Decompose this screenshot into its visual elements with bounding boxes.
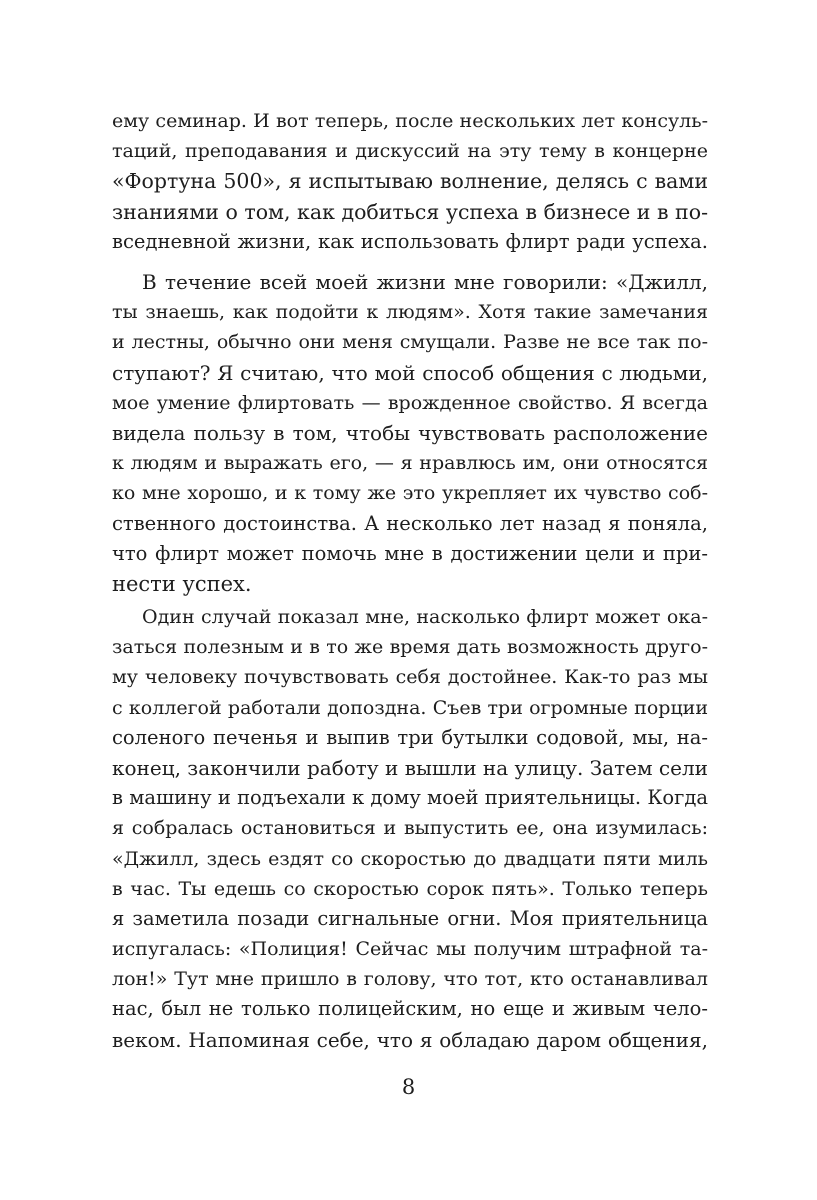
text-line: в час. Ты едешь со скоростью сорок пять». Только теперь xyxy=(112,877,708,900)
text-line: что флирт может помочь мне в достижении цели и при- xyxy=(112,541,708,565)
text-line: лон!» Тут мне пришло в голову, что тот, кто останавливал xyxy=(112,968,708,991)
text-line: к людям и выражать его, — я нравлюсь им, они относятся xyxy=(112,452,708,475)
page-number: 8 xyxy=(401,1075,416,1099)
text-line: нас, был не только полицейским, но еще и живым чело- xyxy=(112,997,708,1021)
text-line: ко мне хорошо, и к тому же это укрепляет их чувство соб- xyxy=(112,482,708,505)
text-line: я заметила позади сигнальные огни. Моя приятельница xyxy=(112,906,708,930)
text-line: видела пользу в том, чтобы чувствовать расположение xyxy=(112,420,708,445)
text-line: ступают? Я считаю, что мой способ общения с людьми, xyxy=(112,360,708,385)
text-line: испугалась: «Полиция! Сейчас мы получим штрафной та- xyxy=(112,938,708,961)
paragraph-1 xyxy=(112,106,708,257)
text-line: таций, преподавания и дискуссий на эту тему в концерне xyxy=(112,140,708,163)
text-line: ему семинар. И вот теперь, после нескольких лет консуль- xyxy=(112,110,708,132)
text-line: му человеку почувствовать себя достойнее. Как-то раз мы xyxy=(112,666,708,689)
text-line: ты знаешь, как подойти к людям». Хотя такие замечания xyxy=(112,301,708,324)
text-line: знаниями о том, как добиться успеха в бизнесе и в по- xyxy=(112,199,708,224)
text-line: В течение всей моей жизни мне говорили: «Джилл, xyxy=(142,270,708,294)
paragraph-2 xyxy=(112,267,708,599)
text-line: заться полезным и в то же время дать возможность друго- xyxy=(112,636,708,659)
text-line: мое умение флиртовать — врожденное свойство. Я всегда xyxy=(112,391,708,414)
text-line: соленого печенья и выпив три бутылки содовой, мы, на- xyxy=(112,725,708,749)
text-line: конец, закончили работу и вышли на улицу. Затем сели xyxy=(112,755,708,780)
text-line: с коллегой работали допоздна. Съев три огромные порции xyxy=(112,696,708,719)
text-line: Один случай показал мне, насколько флирт может ока- xyxy=(142,606,708,628)
text-line: «Джилл, здесь ездят со скоростью до двадцати пяти миль xyxy=(112,847,708,870)
text-line: веком. Напоминая себе, что я обладаю даром общения, xyxy=(112,1027,708,1052)
text-line: и лестны, обычно они меня смущали. Разве не все так по- xyxy=(112,331,708,354)
text-line: я собралась остановиться и выпустить ее, она изумилась: xyxy=(112,817,708,840)
text-line: в машину и подъехали к дому моей приятельницы. Когда xyxy=(112,786,708,810)
text-line: вседневной жизни, как использовать флирт ради успеха. xyxy=(112,229,708,253)
text-line: ственного достоинства. А несколько лет назад я поняла, xyxy=(112,511,708,535)
text-line: «Фортуна 500», я испытываю волнение, делясь с вами xyxy=(112,169,708,194)
paragraph-3 xyxy=(112,602,708,1055)
text-line: нести успех. xyxy=(112,571,252,596)
